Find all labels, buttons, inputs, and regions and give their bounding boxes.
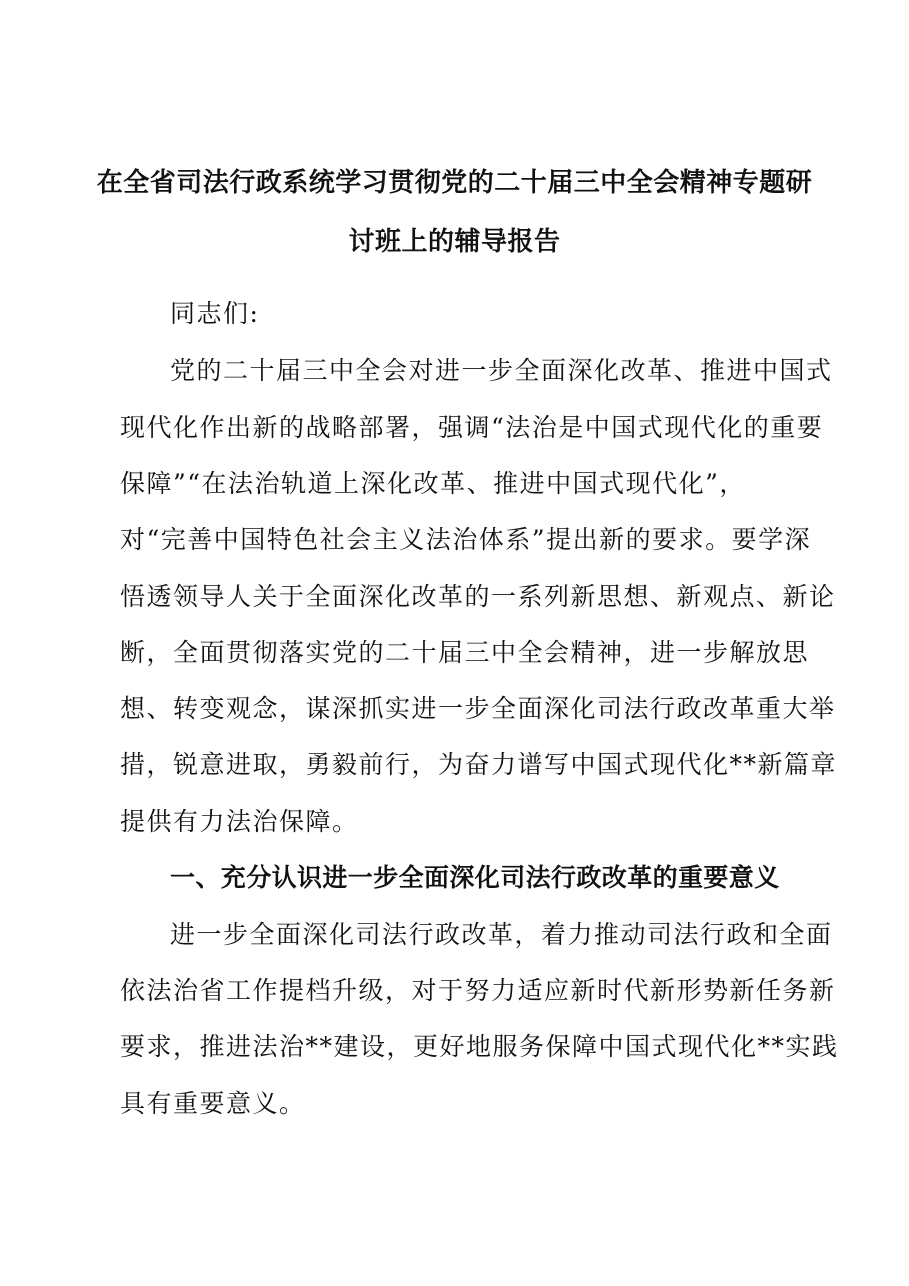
paragraph-1-line: 措，锐意进取，勇毅前行，为奋力谱写中国式现代化**新篇章 (120, 750, 838, 779)
paragraph-1-line: 断，全面贯彻落实党的二十届三中全会精神，进一步解放思 (120, 638, 810, 667)
section-1-heading: 一、充分认识进一步全面深化司法行政改革的重要意义 (170, 863, 780, 892)
paragraph-1-line: 对“完善中国特色社会主义法治体系”提出新的要求。要学深 (120, 525, 812, 554)
paragraph-2-line: 要求，推进法治**建设，更好地服务保障中国式现代化**实践 (120, 1032, 839, 1061)
paragraph-1-line: 悟透领导人关于全面深化改革的一系列新思想、新观点、新论 (120, 582, 836, 611)
salutation: 同志们: (170, 299, 260, 328)
paragraph-2-line: 进一步全面深化司法行政改革，着力推动司法行政和全面 (170, 920, 833, 949)
paragraph-2-line: 具有重要意义。 (120, 1089, 306, 1118)
paragraph-2-line: 依法治省工作提档升级，对于努力适应新时代新形势新任务新 (120, 976, 836, 1005)
paragraph-1-line: 保障”“在法治轨道上深化改革、推进中国式现代化”， (120, 469, 746, 498)
paragraph-1-line: 现代化作出新的战略部署，强调“法治是中国式现代化的重要 (120, 413, 824, 442)
paragraph-1-line: 党的二十届三中全会对进一步全面深化改革、推进中国式 (170, 356, 833, 385)
paragraph-1-line: 想、转变观念，谋深抓实进一步全面深化司法行政改革重大举 (120, 694, 836, 723)
document-title-line-1: 在全省司法行政系统学习贯彻党的二十届三中全会精神专题研 (96, 168, 813, 198)
paragraph-1-line: 提供有力法治保障。 (120, 807, 359, 836)
document-title-line-2: 讨班上的辅导报告 (348, 227, 561, 257)
